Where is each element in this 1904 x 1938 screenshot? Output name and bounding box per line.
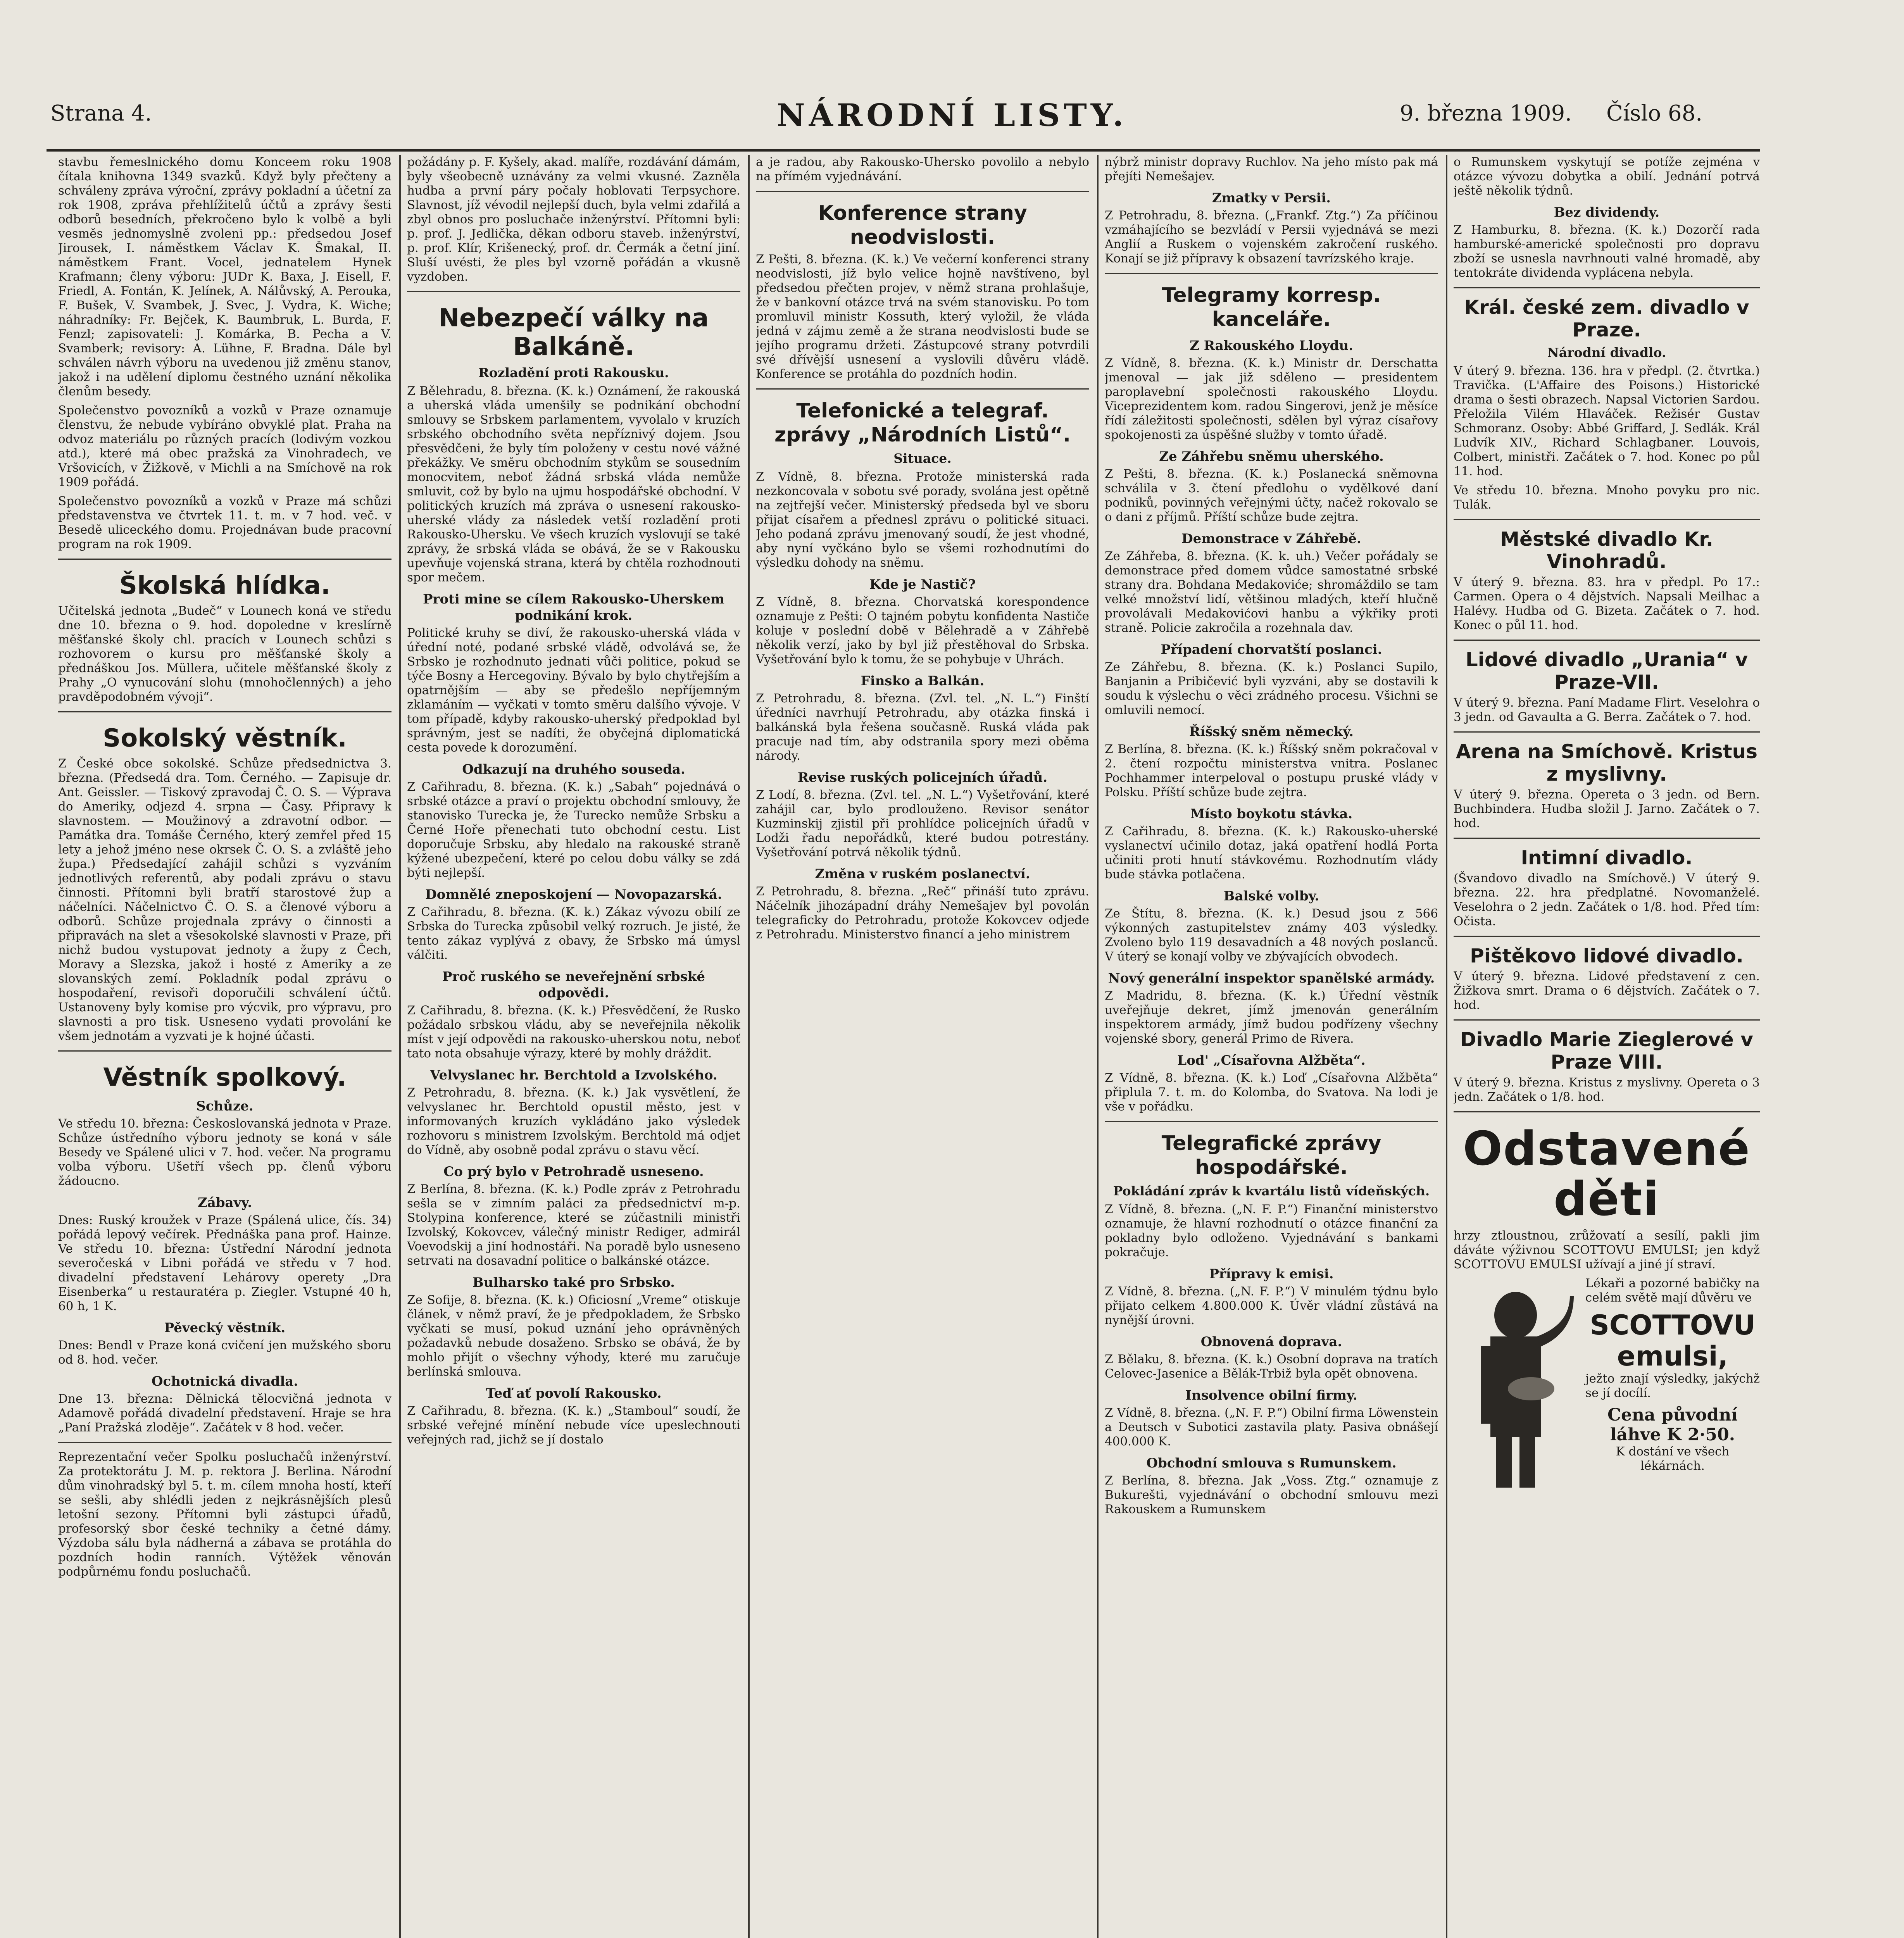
subsection-heading: Obnovená doprava.	[1200, 1334, 1342, 1350]
article-text: Z Cařihradu, 8. března. (K. k.) Rakousko-uherské vyslanectví učinilo dotaz, jaká opatření hodlá Porta učiniti proti hnutí stávkovému. Rozhodnutím vlády bude stávka potlačena.	[1105, 824, 1438, 881]
divider	[58, 1442, 391, 1443]
theatre-listing: V úterý 9. března. Lidové představení z cen. Žižkova smrt. Drama o 6 dějstvích. Začátek o 7. hod.	[1454, 969, 1760, 1012]
subheading: Rozladění proti Rakousku.	[478, 365, 669, 380]
article-text: Ze Sofije, 8. března. (K. k.) Oficiosní „Vreme“ otiskuje článek, v němž praví, že je předpokladem, že Srbsko vyčkati se musí, pokud uznání jeho oprávněných požadavků nebude dosaženo. Srbsko se obává, že by mohlo přijít o všechny výhody, které mu zaručuje berlínská smlouva.	[407, 1293, 740, 1379]
subsection-heading: Případení chorvatští poslanci.	[1161, 642, 1382, 657]
article-text: Ze Záhřeba, 8. března. (K. k. uh.) Večer pořádaly se demonstrace před domem vůdce samostatné srbské strany dra. Bohdana Medakoviće; shromáždilo se tam velké množství lidí, většinou mladých, kteří hlučně provolávali Medakovićovi hanbu a výkřiky proti straně. Policie zakročila a rozehnala dav.	[1105, 549, 1438, 635]
column-4	[1105, 155, 1438, 1938]
ad-price: Cena původní láhve K 2·50.	[1607, 1405, 1738, 1445]
subsection-heading: Lod' „Císařovna Alžběta“.	[1177, 1053, 1366, 1068]
article-text: stavbu řemeslnického domu Konceem roku 1908 čítala knihovna 1349 svazků. Když byly přečteny a schváleny zpráva výroční, zprávy pokladní a účetní za rok 1908, zpráva přehlížitelů účtů a zprávy šesti odborů besedních, překročeno bylo k volbě a byli vesměs jednomyslně zvoleni pp.: předsedou Josef Jirousek, I. náměstkem Václav K. Šmakal, II. náměstkem Frant. Vocel, jednatelem Hynek Krafmann; členy výboru: JUDr K. Baxa, J. Eisell, F. Friedl, A. Fontán, K. Jelínek, A. Nálůvský, A. Perouka, F. Bušek, V. Svambek, J. Svec, J. Vydra, K. Wiche; náhradníky: Fr. Bejček, K. Baumbruk, L. Burda, F. Fenzl; zapisovateli: J. Komárka, B. Pecha a V. Svamberk; revisory: A. Lühne, F. Bradna. Dále byl schválen návrh výboru na uvedenou již změnu stanov, jakož i na udělení diplomu čestného uznání několika členům besedy.	[58, 155, 391, 398]
divider	[1454, 519, 1760, 520]
divider	[407, 291, 740, 292]
column-rule	[748, 155, 750, 1938]
divider	[1454, 1111, 1760, 1112]
theatre-heading: Intimní divadlo.	[1521, 847, 1693, 869]
article-text: Z Cařihradu, 8. března. (K. k.) „Sabah“ pojednává o srbské otázce a praví o projektu obchodní smlouvy, že stanovisko Turecka je, že Turecko nemůže Srbsku a Černé Hoře přenechati tuto obchodní cestu. List doporučuje Srbsku, aby hledalo na rakouské straně kýžené ubezpečení, které po celou dobu války se zdá býti nejlepší.	[407, 780, 740, 880]
article-text: Z Vídně, 8. března. („N. F. P.“) Obilní firma Löwenstein a Deutsch v Subotici zastavila platy. Pasiva obnášejí 400.000 K.	[1105, 1406, 1438, 1448]
article-text: Z Vídně, 8. března. (K. k.) Loď „Císařovna Alžběta“ připlula 7. t. m. do Kolomba, do Svatova. Na lodi je vše v pořádku.	[1105, 1071, 1438, 1114]
subheading: Pokládání zpráv k kvartálu listů vídeňských.	[1113, 1183, 1430, 1198]
article-text: Z Petrohradu, 8. března. (K. k.) Jak vysvětlení, že velvyslanec hr. Berchtold opustil město, jest v informovaných kruzích vykládáno jako výsledek rozhovoru s ministrem Izvolským. Berchtold má odjet do Vídně, aby osobně podal zprávu o stavu věcí.	[407, 1086, 740, 1157]
theatre-listing: (Švandovo divadlo na Smíchově.) V úterý 9. března. 22. hra předplatné. Novomanželé. Veselohra o 2 jedn. Začátek o 1/8. hod. Před tím: Očista.	[1454, 871, 1760, 928]
subsection-heading: Z Rakouského Lloydu.	[1190, 338, 1353, 353]
ad-text: K dostání ve všech lékárnách.	[1616, 1445, 1730, 1473]
column-rule	[399, 155, 401, 1938]
ad-text: Lékaři a pozorné babičky na celém světě mají důvěru ve	[1585, 1276, 1760, 1305]
divider	[1454, 936, 1760, 937]
subsection-heading: Zábavy.	[197, 1195, 252, 1210]
article-text: nýbrž ministr dopravy Ruchlov. Na jeho místo pak má přejíti Nemešajev.	[1105, 155, 1438, 183]
section-heading: Školská hlídka.	[119, 571, 331, 600]
section-heading: Nebezpečí války na Balkáně.	[438, 304, 709, 361]
section-heading: Telegrafické zprávy hospodářské.	[1161, 1132, 1381, 1179]
section-heading: Konference strany neodvislosti.	[818, 202, 1027, 249]
issue-info	[1400, 101, 1702, 126]
newspaper-title: NÁRODNÍ LISTY.	[776, 97, 1128, 133]
article-text: požádány p. F. Kyšely, akad. malíře, rozdávání dámám, byly všeobecně uznávány za velmi vkusné. Zazněla hudba a první páry počaly hoblovati Terpsychore. Slavnost, jíž vévodil nejlepší duch, byla velmi zdařilá a zbyl obnos pro posluchače inženýrství. Přítomni byli: p. prof. J. Jedlička, děkan odboru staveb. inženýrství, p. prof. Klír, Krišenecký, prof. dr. Čermák a četní jiní. Sluší uvésti, že ples byl vzorně pořádán a vkusně vyzdoben.	[407, 155, 740, 284]
article-text: Ze Štítu, 8. března. (K. k.) Desud jsou z 566 výkonných zastupitelstev známy 403 výsledky. Zvoleno bylo 119 desavadních a 48 nových poslanců. V úterý se konají volby ve zbývajících obvodech.	[1105, 907, 1438, 964]
subsection-heading: Říšský sněm německý.	[1189, 724, 1354, 740]
theatre-heading: Král. české zem. divadlo v Praze.	[1464, 296, 1749, 341]
article-text: Z Vídně, 8. března. (K. k.) Ministr dr. Derschatta jmenoval — jak již sděleno — presidentem paroplavební společnosti rakouského Lloydu. Viceprezidentem kom. radou Singerovi, jenž je měsíce řídí záležitosti společnosti, sdělen byl výraz císařovy spokojenosti za úspěšné služby v tomto úřadě.	[1105, 356, 1438, 442]
article-text: Z České obce sokolské. Schůze předsednictva 3. března. (Předsedá dra. Tom. Černého. — Zapisuje dr. Ant. Geissler. — Tiskový zpravodaj Č. O. S. — Výprava do Ameriky, odjezd 4. srpna — Časy. Připravy k slavnostem. — Moužinový a zdravotní odbor. — Památka dra. Tomáše Černého, který zemřel před 15 lety a jehož jméno nese okrsek Č. O. S. a zvláště jeho župa.) Předsedající zahájil schůzi s vyzváním jednotlivých referentů, aby podali zprávu o stavu činnosti. Přítomni byli bratří starostové žup a náčelníci. Náčelnictvo Č. O. S. a členové výboru a odborů. Schůze projednala zprávy o činnosti a připravách na slet a všesokolské slavnosti v Praze, při nichž budou vystupovat jednoty a župy z Čech, Moravy a Slezska, jakož i hosté z Ameriky a ze slovanských zemí. Pokladník podal zprávu o hospodaření, revisoři doporučili schválení účtů. Ustanoveny byly komise pro výcvik, pro výpravu, pro slavnosti a pro tisk. Usneseno vydati provolání ke všem jednotám a vyzvati je k hojné účasti.	[58, 757, 391, 1043]
article-text: Politické kruhy se diví, že rakousko-uherská vláda v úřední noté, podané srbské vládě, odvolává se, že Srbsko je rozhodnuto jednati vůči politice, pokud se týče Bosny a Hercegoviny. Bývalo by bylo chytřejším a opatrnějším — aby se předešlo nepříjemným zklamáním — vyčkati v tomto směru dalšího vývoje. V tom případě, kdyby rakousko-uherský předpoklad byl správným, jest se nadíti, že obyčejná diplomatická cesta povede k dorozumění.	[407, 626, 740, 755]
section-heading: Věstník spolkový.	[103, 1063, 347, 1092]
subheading: Situace.	[893, 451, 952, 466]
subheading: Národní divadlo.	[1547, 345, 1666, 360]
divider	[1454, 640, 1760, 641]
subsection-heading: Proti mine se cílem Rakousko-Uherskem podnikání krok.	[423, 591, 724, 623]
divider	[756, 191, 1089, 192]
article-text: Z Vídně, 8. března. Chorvatská korespondence oznamuje z Pešti: O tajném pobytu konfidenta Nastiče koluje v poslední době v Bělehradě a v Záhřebě několik verzí, jako by byl již přestěhoval do Srbska. Vyšetřování bylo k tomu, že se pohybuje v Uhrách.	[756, 595, 1089, 666]
subsection-heading: Nový generální inspektor spanělské armády.	[1108, 971, 1435, 986]
article-text: Z Petrohradu, 8. března. („Frankf. Ztg.“) Za příčinou vzmáhajícího se bezvládí v Persii vyjednává se mezi Anglií a Ruskem o vojenském zakročení ruského. Konají se již přípravy k obsazení tavrízského kraje.	[1105, 209, 1438, 266]
article-text: Z Madridu, 8. března. (K. k.) Úřední věstník uveřejňuje dekret, jímž jmenován generálním inspektorem armády, jímž budou podřízeny všechny vojenské sbory, generál Primo de Rivera.	[1105, 989, 1438, 1046]
article-text: Z Pešti, 8. března. (K. k.) Poslanecká sněmovna schválila v 3. čtení předlohu o vydělkové daní podniků, povinných veřejnými účty, načež rokovalo se o dani z příjmů. Příští schůze bude zejtra.	[1105, 467, 1438, 524]
subsection-heading: Velvyslanec hr. Berchtold a Izvolského.	[430, 1067, 717, 1083]
theatre-heading: Divadlo Marie Zieglerové v Praze VIII.	[1460, 1028, 1753, 1073]
column-rule	[1097, 155, 1099, 1938]
divider	[58, 711, 391, 712]
article-text: Z Berlína, 8. března. Jak „Voss. Ztg.“ oznamuje z Bukurešti, vyjednávání o obchodní smlouvu mezi Rakouskem a Rumunskem	[1105, 1474, 1438, 1516]
subsection-heading: Demonstrace v Záhřebě.	[1181, 531, 1361, 547]
column-rule	[1446, 155, 1447, 1938]
article-text: Z Bělaku, 8. března. (K. k.) Osobní doprava na tratích Celovec-Jasenice a Bělák-Trbiž byla opět obnovena.	[1105, 1352, 1438, 1381]
article-text: Z Petrohradu, 8. března. „Reč“ přináší tuto zprávu. Náčelník jihozápadní dráhy Nemešajev byl povolán telegraficky do Petrohradu, protože Kokovcev odjede z Petrohradu. Ministerstvo financí a jeho ministrem	[756, 885, 1089, 941]
subsection-heading: Co prý bylo v Petrohradě usneseno.	[443, 1164, 704, 1179]
divider	[58, 1050, 391, 1052]
subsection-heading: Odkazují na druhého souseda.	[462, 762, 685, 777]
subsection-heading: Proč ruského se neveřejnění srbské odpovědi.	[442, 969, 705, 1001]
article-text: Z Cařihradu, 8. března. (K. k.) Přesvědčení, že Rusko požádalo srbskou vládu, aby se neveřejnila několik míst v její odpovědi na rakousko-uherskou notu, neboť tato nota obsahuje výrazy, které by mohly dráždit.	[407, 1003, 740, 1060]
ad-text: ježto znají výsledky, jakýchž se jí docílí.	[1585, 1372, 1760, 1400]
theatre-heading: Pištěkovo lidové divadlo.	[1470, 945, 1744, 967]
ad-brand: SCOTTOVU emulsi,	[1590, 1309, 1756, 1372]
article-text: Ze Záhřebu, 8. března. (K. k.) Poslanci Supilo, Banjanin a Pribičević byli vyzváni, aby se dostavili k soudu k výslechu o věci zrádného procesu. Všichni se omluvili nemocí.	[1105, 660, 1438, 717]
subsection-heading: Bez dividendy.	[1554, 205, 1660, 220]
issue-number: Číslo 68.	[1606, 101, 1702, 126]
article-text: Dnes: Ruský kroužek v Praze (Spálená ulice, čís. 34) pořádá lepový večírek. Přednáška pana prof. Hainze. Ve středu 10. března: Ústřední Národní jednota severočeská v Libni pořádá ve středu v 7 hod. divadelní představení Lehárovy operety „Dra Eisenberka“ u restauratéra p. Ziegler. Vstupné 40 h, 60 h, 1 K.	[58, 1213, 391, 1313]
column-2	[407, 155, 740, 1938]
article-text: Z Bělehradu, 8. března. (K. k.) Oznámení, že rakouská a uherská vláda umenšily se podnikání obchodní smlouvy se Srbskem parlamentem, vyvolalo v kruzích srbského obchodního světa nepříznivý dojem. Jsou přesvědčeni, že byly tím položeny v cestu nové vážné překážky. Ve směru obchodním stykům se sousedním monocvitem, neboť žádná srbská vláda nemůže smluvit, což by bylo na ujmu hospodářské obchodní. V politických kruzích má zpráva o usnesení rakousko-uherské vlády za následek vetší rozladění proti Rakousko-Uhersku. Ve všech kruzích vyslovují se také zprávy, že srbská vláda se obává, že se v Rakousku upevňuje vojenská strana, která by chtěla rozhodnouti spor mečem.	[407, 384, 740, 585]
theatre-listing: V úterý 9. března. Opereta o 3 jedn. od Bern. Buchbindera. Hudba složil J. Jarno. Začátek o 7. hod.	[1454, 788, 1760, 830]
article-text: Dne 13. března: Dělnická tělocvičná jednota v Adamově pořádá divadelní představení. Hraje se hra „Paní Pražská zloděje“. Začátek v 8 hod. večer.	[58, 1392, 391, 1435]
date: 9. března 1909.	[1399, 101, 1572, 126]
theatre-listing: V úterý 9. března. Paní Madame Flirt. Veselohra o 3 jedn. od Gavaulta a G. Berra. Začátek o 7. hod.	[1454, 696, 1760, 724]
article-text: Reprezentační večer Spolku posluchačů inženýrství. Za protektorátu J. M. p. rektora J. Berlina. Národní dům vinohradský byl 5. t. m. cílem mnoha hostí, kteří se sešli, aby shlédli jeden z nejkrásnějších plesů letošní sezony. Přítomni byli zástupci úřadů, profesorský sbor české techniky a četné dámy. Výzdoba sálu byla nádherná a zábava se protáhla do pozdních hodin ranních. Výtěžek věnován podpůrnému fondu posluchačů.	[58, 1450, 391, 1579]
masthead	[0, 97, 1904, 147]
section-heading: Sokolský věstník.	[103, 724, 347, 753]
ad-text: hrzy ztloustnou, zrůžovatí a sesílí, pakli jim dáváte výživnou SCOTTOVU EMULSI; jen když SCOTTOVU EMULSI užívají a jiné jí straví.	[1454, 1229, 1760, 1271]
article-text: Z Lodí, 8. března. (Zvl. tel. „N. L.“) Vyšetřování, které zahájil car, bylo prodlouženo. Revisor senátor Kuzminskij zjistil při prohlídce policejních úřadů v Lodži řadu nepořádků, které budou potrestány. Vyšetřování potrvá několik týdnů.	[756, 788, 1089, 859]
article-text: a je radou, aby Rakousko-Uhersko povolilo a nebylo na přímém vyjednávání.	[756, 155, 1089, 183]
article-text: Z Vídně, 8. března. („N. F. P.“) Finanční ministerstvo oznamuje, že hlavní rozhodnutí o otázce finanční za pokladny bylo odloženo. Vyjednávání s bankami pokračuje.	[1105, 1202, 1438, 1259]
theatre-heading: Arena na Smíchově. Kristus z myslivny.	[1456, 740, 1758, 785]
divider	[1454, 287, 1760, 288]
notice-text: Společenstvo povozníků a vozků v Praze oznamuje členstvu, že nebude vybíráno obvyklé plat. Praha na odvoz materiálu po různých pracích (lodivým vozkou atd.), které má obec pražská za Vinohradech, ve Vršovicích, v Žižkově, v Michli a na Smíchově na rok 1909 pořádá.	[58, 403, 391, 489]
section-heading: Telefonické a telegraf. zprávy „Národních Listů“.	[774, 399, 1071, 447]
subsection-heading: Insolvence obilní firmy.	[1185, 1388, 1357, 1403]
subsection-heading: Ze Záhřebu sněmu uherského.	[1159, 449, 1384, 464]
divider	[58, 559, 391, 560]
article-text: Z Cařihradu, 8. března. (K. k.) „Stamboul“ soudí, že srbské veřejné mínění nebude více upeslechnouti veřejných rad, jichž se jí dostalo	[407, 1404, 740, 1447]
subsection-heading: Přípravy k emisi.	[1209, 1266, 1334, 1282]
article-text: Z Berlína, 8. března. (K. k.) Říšský sněm pokračoval v 2. čtení rozpočtu ministerstva vnitra. Poslanec Pochhammer interpeloval o postupu pruské vlády v Polsku. Příští schůze bude zejtra.	[1105, 742, 1438, 799]
article-text: Ve středu 10. března: Českoslovanská jednota v Praze. Schůze ústředního výboru jednoty se koná v sále Besedy ve Spálené ulici v 7. hod. večer. Na programu volba výboru. Ušetří všech pp. členů výboru žádoucno.	[58, 1117, 391, 1188]
column-1	[58, 155, 391, 1938]
advertisement	[1454, 1124, 1760, 1473]
article-text: o Rumunskem vyskytují se potíže zejména v otázce vývozu dobytka a obilí. Jednání potrvá ještě několik týdnů.	[1454, 155, 1760, 198]
section-heading: Telegramy korresp. kanceláře.	[1162, 284, 1381, 331]
subsection-heading: Domnělé zneposkojení — Novopazarská.	[425, 887, 722, 902]
article-text: Z Vídně, 8. března. Protože ministerská rada nezkoncovala v sobotu své porady, svolána jest opětně na zejtřejší večer. Ministerský předseda byl ve sboru přijat císařem a přednesl zprávu o politické situaci. Jeho podaná zprávu jmenovaný soudí, že jest vhodné, aby nyní vyčkáno bylo se všemi rozhodnutími do výsledku dohody na sněmu.	[756, 470, 1089, 570]
theatre-heading: Lidové divadlo „Urania“ v Praze-VII.	[1465, 648, 1748, 693]
divider	[1454, 731, 1760, 733]
notice-text: Společenstvo povozníků a vozků v Praze má schůzi představenstva ve čtvrtek 11. t. m. v 7 hod. več. v Besedě uliceckého domu. Projednávan bude pracovní program na rok 1909.	[58, 494, 391, 551]
article-text: Z Petrohradu, 8. března. (Zvl. tel. „N. L.“) Finští úředníci navrhují Petrohradu, aby otázka finská i balkánská byla řešena současně. Ruská vláda pak pracuje nad tím, aby odstranila spory mezi oběma národy.	[756, 691, 1089, 763]
masthead-rule	[47, 149, 1760, 152]
subsection-heading: Místo boykotu stávka.	[1190, 806, 1353, 822]
article-text: Dnes: Bendl v Praze koná cvičení jen mužského sboru od 8. hod. večer.	[58, 1338, 391, 1367]
subsection-heading: Finsko a Balkán.	[861, 673, 985, 689]
subsection-heading: Kde je Nastič?	[869, 577, 976, 592]
subsection-heading: Obchodní smlouva s Rumunskem.	[1146, 1455, 1397, 1471]
subsection-heading: Pěvecký věstník.	[164, 1320, 286, 1336]
divider	[1454, 1019, 1760, 1021]
divider	[1105, 1121, 1438, 1122]
theatre-listing: V úterý 9. března. 136. hra v předpl. (2. čtvrtka.) Travička. (L'Affaire des Poisons.) Historické drama o šesti obrazech. Napsal Victorien Sardou. Přeložila Vilém Hlaváček. Režisér Gustav Schmoranz. Osoby: Abbé Griffard, J. Sedlák. Král Ludvík XIV., Richard Schlagbaner. Louvois, Colbert, ministři. Začátek o 7. hod. Konec po půl 11. hod.	[1454, 364, 1760, 478]
divider	[756, 388, 1089, 390]
divider	[1105, 273, 1438, 274]
ad-headline: Odstavené děti	[1462, 1122, 1751, 1226]
subsection-heading: Zmatky v Persii.	[1212, 190, 1331, 206]
page-label: Strana 4.	[50, 101, 152, 126]
article-text: Z Hamburku, 8. března. (K. k.) Dozorčí rada hamburské-americké společnosti pro dopravu zboží se usnesla navrhnouti valné hromadě, aby tentokráte dividenda vyplácena nebyla.	[1454, 223, 1760, 280]
article-text: Z Vídně, 8. března. („N. F. P.“) V minulém týdnu bylo přijato celkem 4.800.000 K. Úvěr vládní zůstává na nynější úrovni.	[1105, 1285, 1438, 1327]
theatre-listing: V úterý 9. března. 83. hra v předpl. Po 17.: Carmen. Opera o 4 dějstvích. Napsali Meilhac a Halévy. Hudba od G. Bizeta. Začátek o 7. hod. Konec o půl 11. hod.	[1454, 575, 1760, 632]
theatre-listing: V úterý 9. března. Kristus z myslivny. Opereta o 3 jedn. Začátek o 1/8. hod.	[1454, 1076, 1760, 1104]
subsection-heading: Teď ať povolí Rakousko.	[486, 1386, 662, 1401]
column-5	[1454, 155, 1760, 1938]
subsection-heading: Schůze.	[196, 1098, 254, 1114]
theatre-listing: Ve středu 10. března. Mnoho povyku pro nic. Tulák.	[1454, 483, 1760, 512]
subsection-heading: Změna v ruském poslanectví.	[815, 866, 1030, 882]
subsection-heading: Revise ruských policejních úřadů.	[797, 770, 1048, 785]
subsection-heading: Bulharsko také pro Srbsko.	[472, 1275, 675, 1290]
column-3	[756, 155, 1089, 1938]
article-text: Učitelská jednota „Budeč“ v Lounech koná ve středu dne 10. března o 9. hod. dopoledne v kreslírně měšťanské školy chl. pracích v Lounech schůzi s rozhovorem o kursu pro měšťanské školy a přednáškou Jos. Müllera, učitele měšťanské školy z Prahy „O vynucování slohu (mnohočlenných) a jeho pravděpodobném vývoji“.	[58, 604, 391, 704]
divider	[1454, 838, 1760, 839]
article-text: Z Pešti, 8. března. (K. k.) Ve večerní konferenci strany neodvislosti, jíž bylo velice hojně navštíveno, byl předsedou přečten projev, v němž strana prohlašuje, že v bankovní otázce trvá na svém stanovisku. Po tom promluvil ministr Kossuth, který vyložil, že vláda jedná v zájmu země a že strana neodvislosti bude se jejího programu držeti. Zástupcové strany potvrdili své dřívější usnesení a vyslovili důvěru vládě. Konference se protáhla do pozdních hodin.	[756, 252, 1089, 381]
subsection-heading: Balské volby.	[1223, 888, 1319, 904]
article-text: Z Cařihradu, 8. března. (K. k.) Zákaz vývozu obilí ze Srbska do Turecka způsobil velký rozruch. Je jisté, že tento zákaz vyplývá z obavy, že Srbsko má úmysl válčiti.	[407, 905, 740, 962]
fisherman-illustration	[1454, 1280, 1578, 1497]
subsection-heading: Ochotnická divadla.	[151, 1374, 298, 1389]
article-text: Z Berlína, 8. března. (K. k.) Podle zpráv z Petrohradu sešla se v zimním paláci za předsednictví m-p. Stolypina konference, které se zúčastnili ministři Izvolský, Kokovcev, válečný ministr Rediger, admirál Voevodskij a jiní hodnostáři. Na poradě bylo usneseno setrvati na dosavadní politice o balkánské otázce.	[407, 1182, 740, 1268]
theatre-heading: Městské divadlo Kr. Vinohradů.	[1500, 528, 1713, 573]
